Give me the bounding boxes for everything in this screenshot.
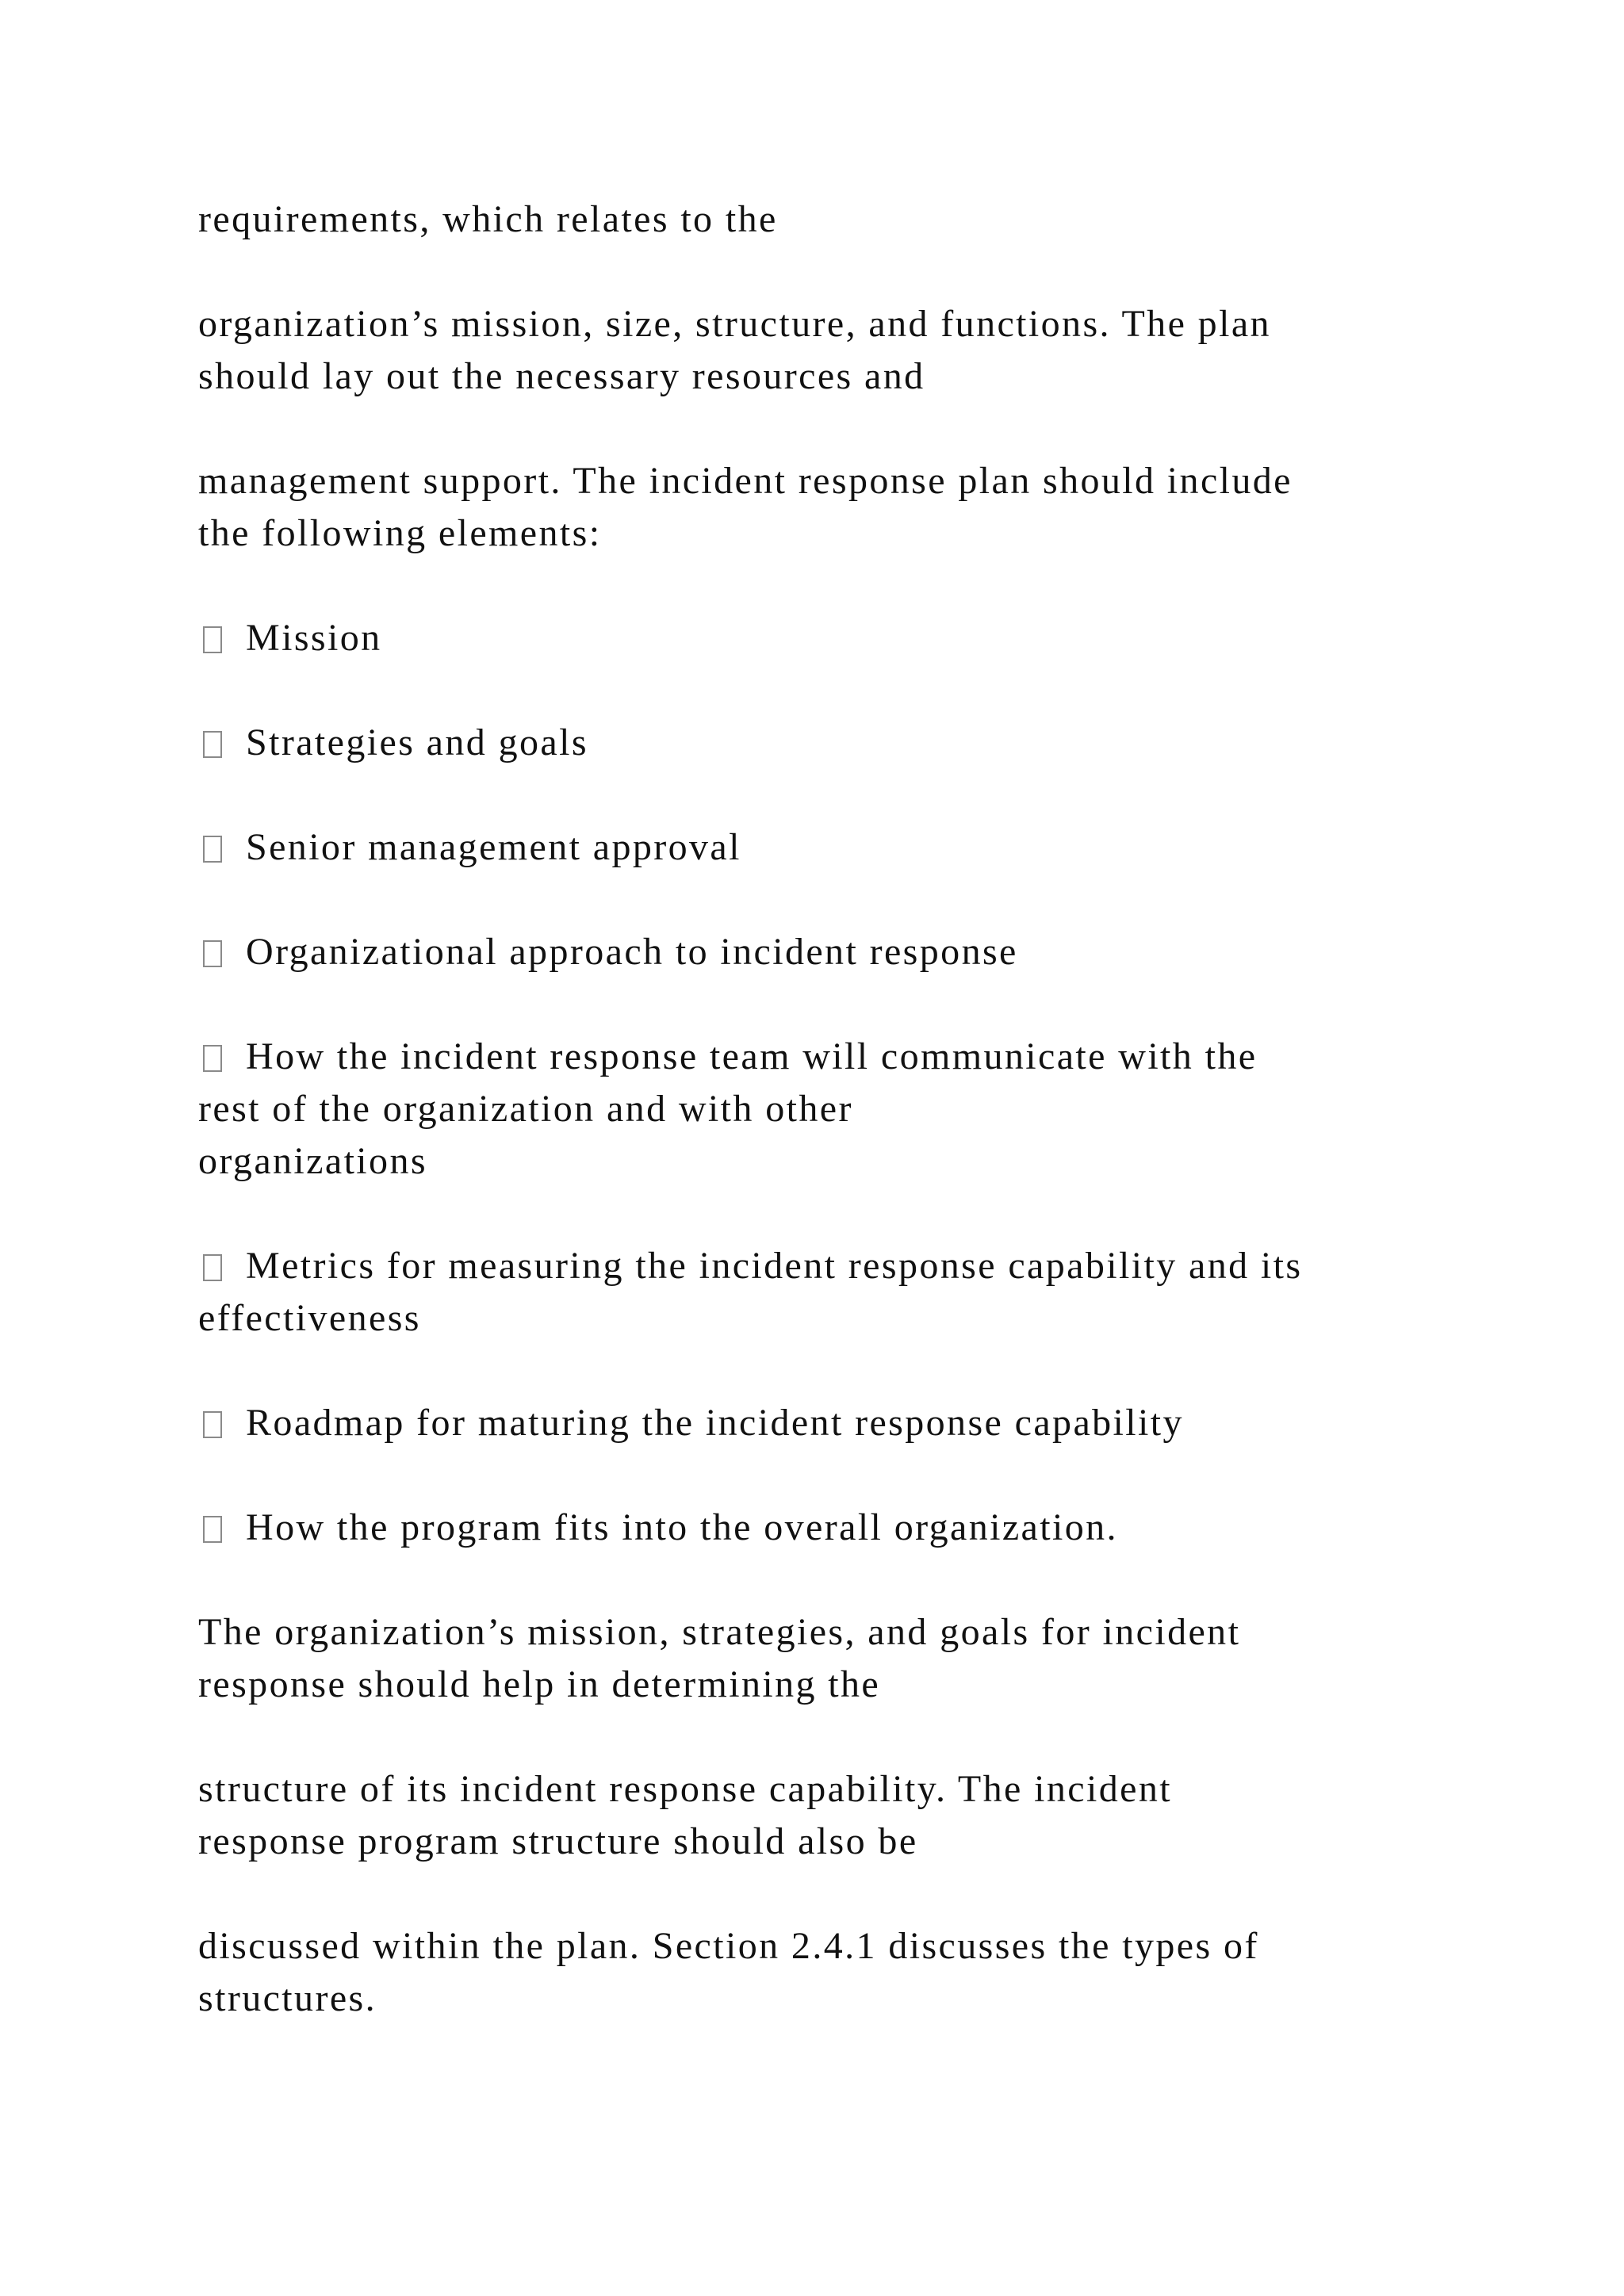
paragraph-structure-capability — [198, 1763, 1499, 1868]
text-line: The organization’s mission, strategies, and goals for incident — [198, 1611, 1241, 1653]
list-item — [198, 1397, 1499, 1449]
paragraph-mission-strategies — [198, 1606, 1499, 1711]
bullet-text-continued: effectiveness — [198, 1297, 421, 1339]
missing-glyph-box-icon — [203, 1411, 222, 1438]
missing-glyph-box-icon — [203, 731, 222, 758]
bullet-text: How the incident response team will communicate with the — [246, 1035, 1258, 1077]
text-line: should lay out the necessary resources and — [198, 355, 925, 397]
list-item — [198, 1502, 1499, 1554]
text-line: response should help in determining the — [198, 1663, 881, 1705]
text-line: structures. — [198, 1977, 377, 2019]
text-line: management support. The incident response plan should include — [198, 460, 1293, 502]
text-line: organization’s mission, size, structure, and functions. The plan — [198, 303, 1271, 345]
text-line: the following elements: — [198, 512, 602, 554]
bullet-line — [198, 1031, 1499, 1083]
paragraph-requirements — [198, 193, 1499, 246]
missing-glyph-box-icon — [203, 1045, 222, 1072]
bullet-text: How the program fits into the overall organization. — [246, 1506, 1118, 1548]
bullet-line — [198, 717, 1499, 769]
bullet-text: Roadmap for maturing the incident response capability — [246, 1402, 1184, 1444]
missing-glyph-box-icon — [203, 1516, 222, 1543]
bullet-text: Senior management approval — [246, 826, 741, 868]
bullet-line — [198, 612, 1499, 664]
list-item — [198, 821, 1499, 874]
text-line: response program structure should also be — [198, 1820, 918, 1862]
text-line: requirements, which relates to the — [198, 198, 778, 240]
missing-glyph-box-icon — [203, 836, 222, 863]
list-item — [198, 926, 1499, 978]
bullet-text: Metrics for measuring the incident response capability and its — [246, 1245, 1303, 1287]
missing-glyph-box-icon — [203, 626, 222, 653]
bullet-text-continued: rest of the organization and with other — [198, 1088, 853, 1130]
bullet-line — [198, 1397, 1499, 1449]
bullet-text: Mission — [246, 617, 382, 659]
bullet-text: Organizational approach to incident response — [246, 931, 1018, 973]
bullet-line — [198, 1502, 1499, 1554]
paragraph-discussed-within-plan — [198, 1920, 1499, 2025]
missing-glyph-box-icon — [203, 1254, 222, 1281]
list-item — [198, 1240, 1499, 1345]
list-item — [198, 717, 1499, 769]
list-item — [198, 612, 1499, 664]
bullet-line — [198, 821, 1499, 874]
list-item — [198, 1031, 1499, 1188]
text-line: discussed within the plan. Section 2.4.1 discusses the types of — [198, 1925, 1259, 1967]
document-body — [198, 193, 1499, 2077]
missing-glyph-box-icon — [203, 940, 222, 967]
bullet-text-continued: organizations — [198, 1140, 427, 1182]
bullet-line — [198, 1240, 1499, 1292]
bullet-line — [198, 926, 1499, 978]
paragraph-management-support — [198, 455, 1499, 560]
paragraph-organization-mission — [198, 298, 1499, 403]
text-line: structure of its incident response capability. The incident — [198, 1768, 1172, 1810]
bullet-text: Strategies and goals — [246, 721, 588, 763]
